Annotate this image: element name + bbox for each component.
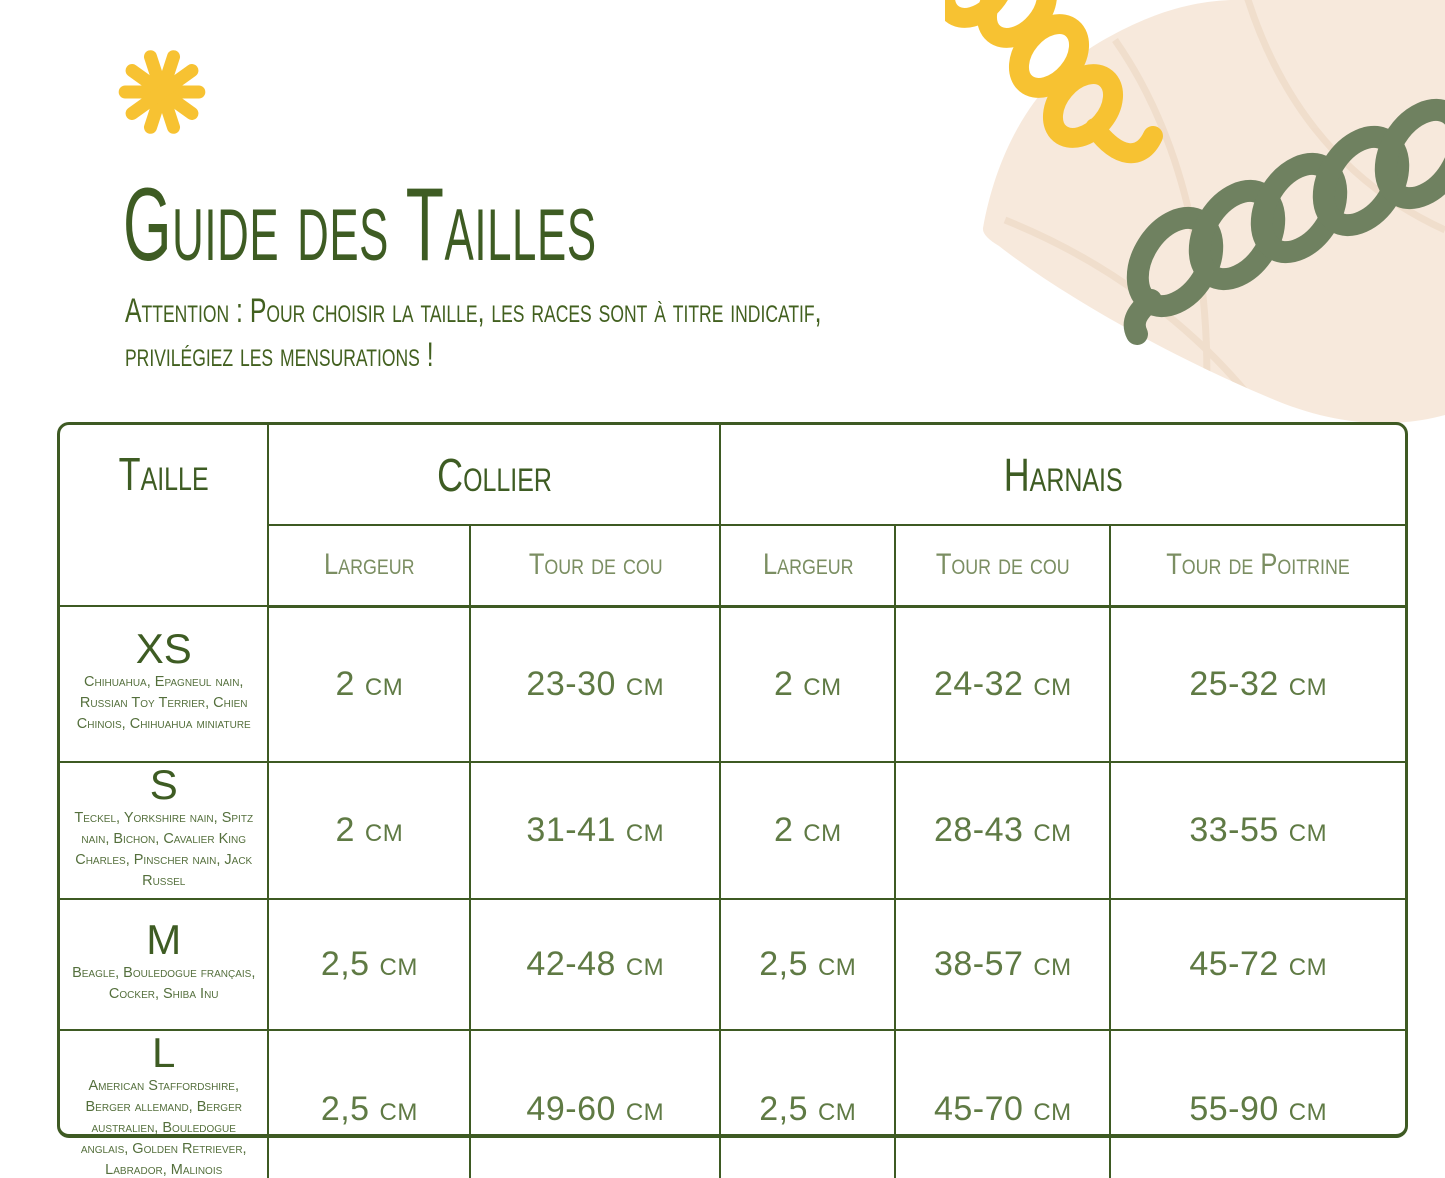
cell-harnais-tour-de-cou: 38-57 cm	[895, 899, 1110, 1030]
cell-collier-largeur: 2,5 cm	[268, 899, 470, 1030]
table-row-xs	[60, 606, 1405, 762]
size-cell-l	[60, 1030, 268, 1178]
breed-list: Teckel, Yorkshire nain, Spitz nain, Bichon, Cavalier King Charles, Pinscher nain, Jack Russel	[74, 810, 254, 890]
cell-collier-largeur: 2 cm	[268, 606, 470, 762]
cell-collier-tour-de-cou: 23-30 cm	[470, 606, 720, 762]
sunburst-icon	[113, 46, 211, 138]
table-row-s	[60, 762, 1405, 899]
page-title-text: Guide des Tailles	[123, 167, 597, 283]
subheader-collier-tour-de-cou: Tour de cou	[470, 525, 720, 606]
subheader-harnais-tour-de-poitrine: Tour de Poitrine	[1110, 525, 1405, 606]
subheader-harnais-tour-de-cou: Tour de cou	[895, 525, 1110, 606]
cell-collier-largeur: 2 cm	[268, 762, 470, 899]
size-label: L	[152, 1029, 176, 1077]
cell-collier-tour-de-cou: 49-60 cm	[470, 1030, 720, 1178]
cell-harnais-tour-de-poitrine: 55-90 cm	[1110, 1030, 1405, 1178]
table-row-l	[60, 1030, 1405, 1178]
breed-list: Chihuahua, Epagneul nain, Russian Toy Terrier, Chien Chinois, Chihuahua miniature	[76, 674, 251, 733]
size-table	[57, 422, 1408, 1178]
breed-list: American Staffordshire, Berger allemand, Berger australien, Bouledogue anglais, Golden Retriever, Labrador, Malinois	[80, 1078, 247, 1178]
subheader-harnais-largeur: Largeur	[720, 525, 895, 606]
size-label: S	[149, 761, 178, 808]
warning-line-2: privilégiez les mensurations !	[125, 335, 434, 374]
table-row-m	[60, 899, 1405, 1030]
page-title	[123, 167, 912, 283]
cell-harnais-tour-de-poitrine: 25-32 cm	[1110, 606, 1405, 762]
cell-harnais-largeur: 2,5 cm	[720, 899, 895, 1030]
size-label: XS	[135, 624, 192, 672]
size-cell-s	[60, 762, 268, 899]
cell-harnais-tour-de-cou: 45-70 cm	[895, 1030, 1110, 1178]
warning-text	[125, 290, 1079, 377]
group-header-harnais: Harnais	[720, 425, 1405, 525]
warning-line-1: Attention : Pour choisir la taille, les races sont à titre indicatif,	[125, 292, 822, 330]
subheader-collier-largeur: Largeur	[268, 525, 470, 606]
cell-collier-tour-de-cou: 31-41 cm	[470, 762, 720, 899]
size-cell-xs	[60, 606, 268, 762]
cell-harnais-largeur: 2 cm	[720, 606, 895, 762]
size-label: M	[146, 916, 182, 964]
cell-harnais-tour-de-cou: 24-32 cm	[895, 606, 1110, 762]
cell-harnais-tour-de-poitrine: 45-72 cm	[1110, 899, 1405, 1030]
size-cell-m	[60, 899, 268, 1030]
cell-collier-largeur: 2,5 cm	[268, 1030, 470, 1178]
cell-harnais-tour-de-cou: 28-43 cm	[895, 762, 1110, 899]
cell-harnais-largeur: 2 cm	[720, 762, 895, 899]
size-table-grid	[60, 425, 1405, 1178]
breed-list: Beagle, Bouledogue français, Cocker, Shiba Inu	[72, 965, 256, 1003]
group-header-collier: Collier	[268, 425, 720, 525]
cell-collier-tour-de-cou: 42-48 cm	[470, 899, 720, 1030]
cell-harnais-largeur: 2,5 cm	[720, 1030, 895, 1178]
column-header-taille: Taille	[60, 425, 268, 606]
cell-harnais-tour-de-poitrine: 33-55 cm	[1110, 762, 1405, 899]
